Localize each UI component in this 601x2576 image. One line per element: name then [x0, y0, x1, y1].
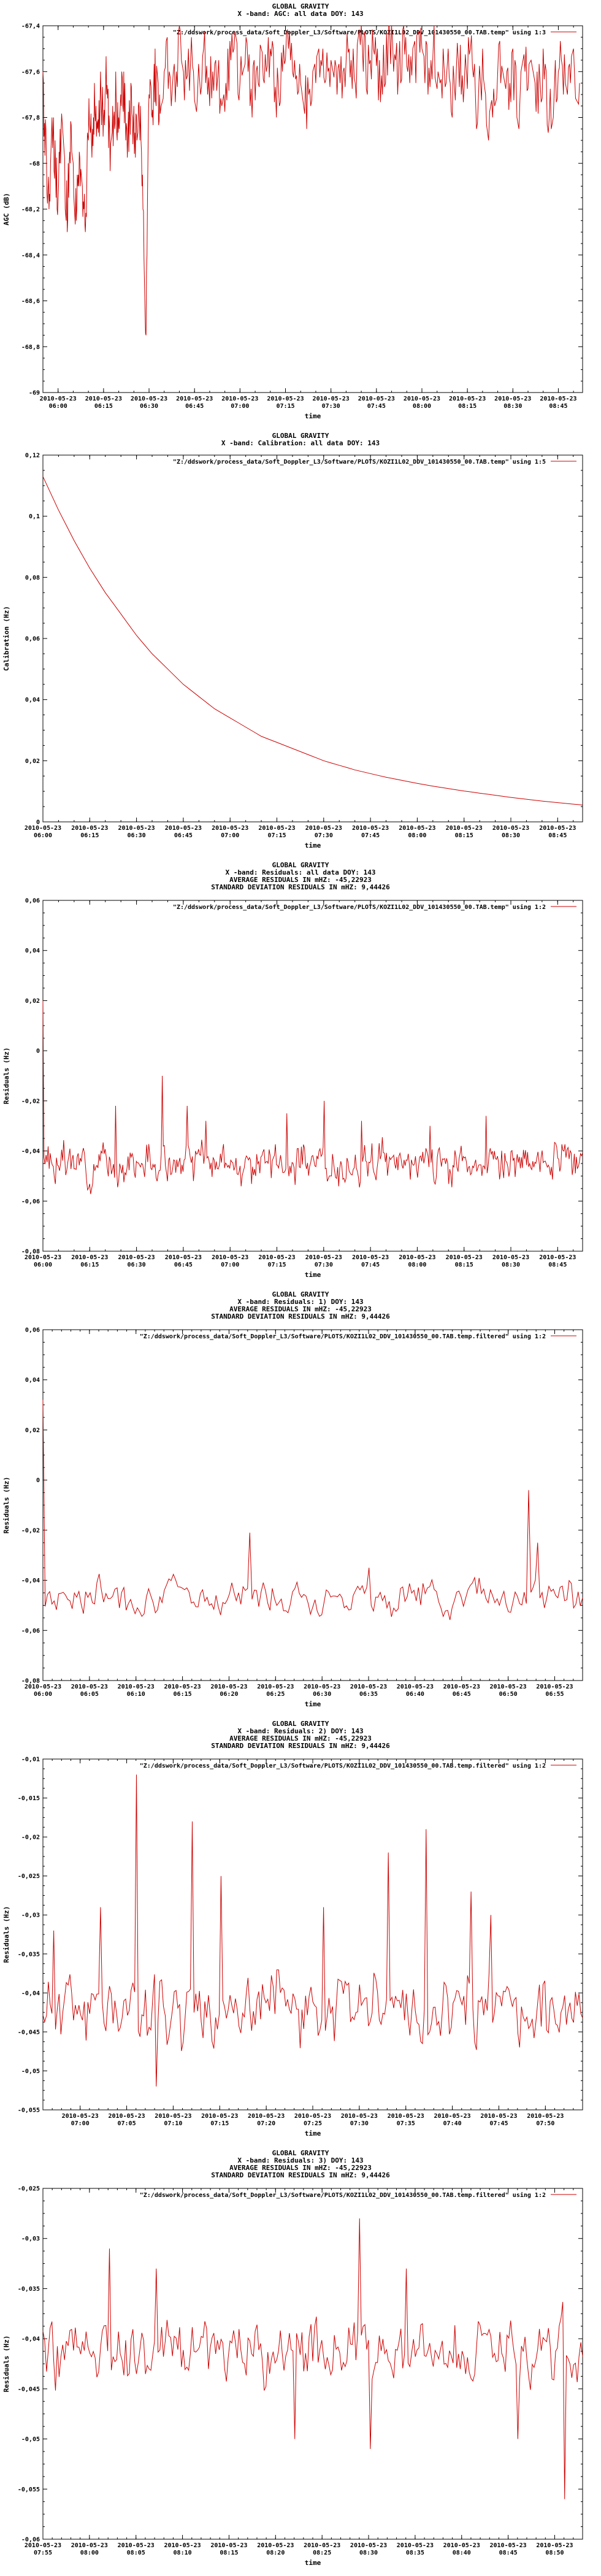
x-tick-time: 07:15	[267, 832, 286, 839]
chart-title-line: AVERAGE RESIDUALS IN mHZ: -45,22923	[229, 1735, 372, 1742]
y-tick-label: 0,06	[25, 897, 40, 905]
x-tick-date: 2010-05-23	[539, 825, 576, 832]
x-tick-time: 06:00	[33, 1691, 53, 1698]
y-tick-label: -0,045	[17, 2029, 40, 2036]
x-tick-time: 07:55	[33, 2550, 53, 2556]
x-axis-label: time	[304, 841, 321, 849]
series-line	[43, 26, 580, 335]
plot-frame	[43, 900, 583, 1251]
series-line	[43, 1400, 583, 1620]
x-tick-time: 08:30	[501, 1262, 521, 1268]
x-tick-date: 2010-05-23	[434, 2113, 471, 2120]
x-tick-date: 2010-05-23	[118, 1254, 155, 1261]
x-tick-date: 2010-05-23	[212, 1254, 249, 1261]
y-tick-label: -68,8	[21, 343, 40, 351]
x-tick-date: 2010-05-23	[212, 825, 249, 832]
y-tick-label: 0,12	[25, 452, 40, 459]
x-tick-date: 2010-05-23	[492, 825, 530, 832]
x-tick-date: 2010-05-23	[350, 2542, 388, 2549]
x-tick-time: 06:40	[405, 1691, 424, 1698]
x-tick-time: 07:15	[210, 2120, 229, 2127]
x-tick-date: 2010-05-23	[445, 825, 483, 832]
chart-title-line: STANDARD DEVIATION RESIDUALS IN mHZ: 9,44426	[211, 1313, 390, 1321]
x-tick-date: 2010-05-23	[164, 1684, 201, 1690]
plot-frame	[43, 1330, 583, 1681]
x-tick-date: 2010-05-23	[258, 1254, 296, 1261]
y-axis-label: Residuals (Hz)	[2, 1906, 10, 1963]
x-tick-time: 06:45	[185, 403, 204, 410]
x-tick-date: 2010-05-23	[210, 2542, 248, 2549]
chart-3	[2, 861, 583, 1279]
x-tick-time: 08:05	[126, 2550, 145, 2556]
x-tick-date: 2010-05-23	[539, 1254, 576, 1261]
y-tick-label: -0,04	[21, 1148, 40, 1156]
y-tick-label: -0,05	[21, 2436, 40, 2444]
x-tick-time: 07:30	[314, 832, 333, 839]
chart-title-line: X -band: Calibration: all data DOY: 143	[221, 439, 380, 447]
y-tick-label: 0	[36, 1048, 40, 1055]
x-tick-time: 07:20	[257, 2120, 276, 2127]
y-tick-label: -0,045	[17, 2386, 40, 2393]
x-tick-date: 2010-05-23	[117, 2542, 155, 2549]
series-line	[43, 1774, 583, 2087]
x-tick-time: 06:15	[80, 1262, 99, 1268]
chart-title-line: GLOBAL GRAVITY	[272, 2, 329, 10]
x-tick-time: 07:30	[321, 403, 340, 410]
legend-label: "Z:/ddswork/process_data/Soft_Doppler_L3/Software/PLOTS/KOZI1L02_DDV_101430550_00.TAB.temp.filtered" using 1:2	[139, 2192, 546, 2199]
x-tick-time: 06:50	[499, 1691, 518, 1698]
chart-title-line: GLOBAL GRAVITY	[272, 861, 329, 869]
chart-5	[2, 1720, 583, 2137]
y-tick-label: -0,04	[21, 1990, 40, 1997]
chart-title-line: GLOBAL GRAVITY	[272, 1290, 329, 1298]
y-axis-label: Calibration (Hz)	[2, 606, 10, 671]
y-tick-label: -0,055	[17, 2486, 40, 2493]
chart-title-line: X -band: Residuals: 3) DOY: 143	[237, 2156, 364, 2164]
y-tick-label: 0,08	[25, 574, 40, 581]
x-tick-time: 07:35	[396, 2120, 415, 2127]
x-tick-date: 2010-05-23	[164, 825, 202, 832]
y-tick-label: -0,04	[21, 2336, 40, 2343]
y-axis-label: Residuals (Hz)	[2, 1476, 10, 1534]
y-tick-label: -0,02	[21, 1834, 40, 1841]
x-tick-time: 07:00	[71, 2120, 90, 2127]
y-tick-label: -0,03	[21, 2236, 40, 2243]
x-tick-date: 2010-05-23	[257, 1684, 294, 1690]
chart-4	[2, 1290, 583, 1708]
y-tick-label: 0	[36, 1477, 40, 1484]
y-tick-label: -0,055	[17, 2107, 40, 2114]
x-tick-date: 2010-05-23	[117, 1684, 155, 1690]
y-tick-label: 0,1	[28, 513, 40, 521]
x-tick-time: 08:00	[408, 1262, 427, 1268]
y-tick-label: -69	[28, 389, 40, 397]
x-tick-date: 2010-05-23	[201, 2113, 239, 2120]
x-tick-time: 07:30	[350, 2120, 369, 2127]
x-tick-date: 2010-05-23	[527, 2113, 564, 2120]
x-axis-label: time	[304, 1271, 321, 1279]
x-tick-date: 2010-05-23	[71, 825, 109, 832]
y-tick-label: -0,02	[21, 1527, 40, 1535]
x-tick-time: 08:15	[220, 2550, 239, 2556]
x-tick-date: 2010-05-23	[304, 1684, 341, 1690]
y-tick-label: 0,02	[25, 1427, 40, 1434]
x-tick-date: 2010-05-23	[294, 2113, 332, 2120]
legend-label: "Z:/ddswork/process_data/Soft_Doppler_L3/Software/PLOTS/KOZI1L02_DDV_101430550_00.TAB.temp" using 1:5	[172, 459, 546, 466]
plot-frame	[43, 2188, 583, 2539]
chart-title-line: X -band: Residuals: all data DOY: 143	[225, 868, 376, 876]
chart-title-line: STANDARD DEVIATION RESIDUALS IN mHZ: 9,44426	[211, 883, 390, 891]
x-tick-time: 08:25	[313, 2550, 332, 2556]
x-tick-date: 2010-05-23	[130, 396, 168, 402]
y-tick-label: -68	[28, 160, 40, 167]
y-tick-label: -0,025	[17, 2185, 40, 2193]
x-tick-time: 07:25	[303, 2120, 323, 2127]
x-tick-date: 2010-05-23	[108, 2113, 145, 2120]
x-tick-time: 08:30	[501, 832, 521, 839]
x-tick-time: 08:00	[408, 832, 427, 839]
x-tick-time: 06:30	[127, 1262, 146, 1268]
x-tick-date: 2010-05-23	[248, 2113, 285, 2120]
x-tick-date: 2010-05-23	[403, 396, 441, 402]
chart-title-line: GLOBAL GRAVITY	[272, 432, 329, 440]
x-tick-time: 08:45	[499, 2550, 518, 2556]
x-tick-date: 2010-05-23	[350, 1684, 388, 1690]
y-tick-label: -0,06	[21, 1627, 40, 1635]
x-tick-date: 2010-05-23	[24, 1254, 62, 1261]
x-tick-time: 08:30	[359, 2550, 378, 2556]
x-tick-time: 08:15	[454, 832, 473, 839]
x-axis-label: time	[304, 1700, 321, 1708]
x-tick-time: 07:40	[443, 2120, 462, 2127]
x-tick-time: 07:15	[276, 403, 295, 410]
chart-6	[2, 2149, 583, 2567]
y-tick-label: 0,06	[25, 1327, 40, 1334]
x-tick-date: 2010-05-23	[24, 2542, 62, 2549]
chart-title-line: X -band: AGC: all data DOY: 143	[237, 10, 364, 18]
x-tick-time: 08:15	[458, 403, 477, 410]
x-tick-date: 2010-05-23	[489, 2542, 527, 2549]
x-tick-date: 2010-05-23	[39, 396, 77, 402]
y-tick-label: -67,4	[21, 23, 40, 30]
x-tick-time: 06:35	[359, 1691, 378, 1698]
x-tick-time: 08:40	[452, 2550, 471, 2556]
x-tick-time: 07:45	[489, 2120, 508, 2127]
y-axis-label: AGC (dB)	[2, 193, 10, 226]
x-tick-time: 08:45	[548, 832, 567, 839]
plot-frame	[43, 455, 583, 822]
x-tick-time: 06:15	[80, 832, 99, 839]
legend-label: "Z:/ddswork/process_data/Soft_Doppler_L3/Software/PLOTS/KOZI1L02_DDV_101430550_00.TAB.temp" using 1:3	[172, 29, 546, 36]
y-tick-label: -0,035	[17, 1951, 40, 1958]
x-tick-time: 07:45	[367, 403, 386, 410]
chart-title-line: STANDARD DEVIATION RESIDUALS IN mHZ: 9,44426	[211, 1742, 390, 1750]
chart-1	[2, 2, 583, 420]
series-line	[43, 1000, 583, 1194]
x-tick-date: 2010-05-23	[210, 1684, 248, 1690]
x-tick-time: 06:15	[94, 403, 113, 410]
y-tick-label: 0,06	[25, 635, 40, 643]
x-tick-date: 2010-05-23	[399, 1254, 436, 1261]
x-tick-date: 2010-05-23	[445, 1254, 483, 1261]
y-axis-label: Residuals (Hz)	[2, 2335, 10, 2393]
x-tick-date: 2010-05-23	[351, 1254, 389, 1261]
x-tick-date: 2010-05-23	[221, 396, 259, 402]
x-axis-label: time	[304, 412, 321, 420]
legend-label: "Z:/ddswork/process_data/Soft_Doppler_L3/Software/PLOTS/KOZI1L02_DDV_101430550_00.TAB.temp.filtered" using 1:2	[139, 1763, 546, 1769]
plot-frame	[43, 1759, 583, 2110]
x-tick-date: 2010-05-23	[387, 2113, 424, 2120]
x-tick-time: 08:45	[548, 1262, 567, 1268]
x-tick-time: 07:05	[117, 2120, 136, 2127]
x-tick-date: 2010-05-23	[536, 2542, 573, 2549]
x-tick-date: 2010-05-23	[164, 1254, 202, 1261]
x-tick-time: 08:15	[454, 1262, 473, 1268]
x-tick-time: 07:00	[221, 1262, 240, 1268]
x-tick-date: 2010-05-23	[399, 825, 436, 832]
x-tick-date: 2010-05-23	[443, 2542, 480, 2549]
x-tick-date: 2010-05-23	[164, 2542, 201, 2549]
x-tick-time: 08:20	[266, 2550, 285, 2556]
y-tick-label: -0,06	[21, 1198, 40, 1205]
y-tick-label: -0,06	[21, 2536, 40, 2543]
x-tick-date: 2010-05-23	[305, 1254, 342, 1261]
y-tick-label: 0,04	[25, 697, 40, 704]
x-tick-date: 2010-05-23	[85, 396, 122, 402]
x-tick-time: 06:00	[48, 403, 67, 410]
x-tick-time: 08:10	[173, 2550, 192, 2556]
x-tick-date: 2010-05-23	[267, 396, 304, 402]
y-tick-label: -0,025	[17, 1873, 40, 1880]
x-tick-time: 07:15	[267, 1262, 286, 1268]
x-tick-date: 2010-05-23	[536, 1684, 573, 1690]
x-tick-time: 07:45	[361, 1262, 380, 1268]
series-line	[43, 477, 583, 805]
chart-title-line: X -band: Residuals: 1) DOY: 143	[237, 1298, 364, 1306]
y-tick-label: 0,04	[25, 948, 40, 955]
x-tick-time: 06:55	[545, 1691, 564, 1698]
y-tick-label: -68,4	[21, 252, 40, 259]
y-tick-label: -67,6	[21, 69, 40, 76]
x-tick-time: 06:45	[452, 1691, 471, 1698]
x-tick-date: 2010-05-23	[494, 396, 532, 402]
x-tick-date: 2010-05-23	[71, 2542, 108, 2549]
x-tick-time: 06:30	[127, 832, 146, 839]
y-tick-label: -0,015	[17, 1795, 40, 1803]
x-tick-time: 06:10	[126, 1691, 145, 1698]
x-tick-time: 06:15	[173, 1691, 192, 1698]
x-tick-date: 2010-05-23	[118, 825, 155, 832]
x-tick-date: 2010-05-23	[480, 2113, 518, 2120]
x-tick-time: 06:05	[80, 1691, 99, 1698]
x-tick-date: 2010-05-23	[340, 2113, 378, 2120]
y-tick-label: -0,08	[21, 1677, 40, 1685]
y-tick-label: 0,02	[25, 997, 40, 1005]
x-tick-date: 2010-05-23	[71, 1254, 109, 1261]
x-tick-time: 08:30	[503, 403, 523, 410]
x-tick-date: 2010-05-23	[305, 825, 342, 832]
x-tick-date: 2010-05-23	[540, 396, 577, 402]
x-tick-time: 08:35	[405, 2550, 424, 2556]
legend-label: "Z:/ddswork/process_data/Soft_Doppler_L3/Software/PLOTS/KOZI1L02_DDV_101430550_00.TAB.temp" using 1:2	[172, 904, 546, 911]
x-tick-time: 06:45	[174, 832, 193, 839]
y-axis-label: Residuals (Hz)	[2, 1047, 10, 1105]
x-tick-date: 2010-05-23	[396, 2542, 434, 2549]
chart-2	[2, 432, 583, 849]
y-tick-label: 0	[36, 819, 40, 826]
x-tick-time: 07:00	[231, 403, 250, 410]
x-tick-time: 07:50	[536, 2120, 555, 2127]
x-tick-time: 06:20	[220, 1691, 239, 1698]
x-tick-date: 2010-05-23	[24, 1684, 62, 1690]
x-tick-date: 2010-05-23	[257, 2542, 294, 2549]
x-tick-date: 2010-05-23	[358, 396, 395, 402]
x-tick-time: 06:00	[33, 832, 53, 839]
x-tick-date: 2010-05-23	[312, 396, 350, 402]
y-tick-label: -68,6	[21, 298, 40, 305]
y-tick-label: 0,02	[25, 757, 40, 765]
x-tick-date: 2010-05-23	[351, 825, 389, 832]
x-tick-time: 06:30	[139, 403, 159, 410]
chart-title-line: GLOBAL GRAVITY	[272, 1720, 329, 1728]
x-tick-date: 2010-05-23	[24, 825, 62, 832]
series-line	[43, 2218, 583, 2499]
x-tick-time: 07:45	[361, 832, 380, 839]
x-tick-time: 08:00	[80, 2550, 99, 2556]
x-tick-date: 2010-05-23	[155, 2113, 192, 2120]
chart-title-line: AVERAGE RESIDUALS IN mHZ: -45,22923	[229, 876, 372, 884]
x-tick-time: 06:00	[33, 1262, 53, 1268]
x-tick-date: 2010-05-23	[449, 396, 486, 402]
y-tick-label: -0,01	[21, 1756, 40, 1763]
x-tick-date: 2010-05-23	[258, 825, 296, 832]
y-tick-label: -0,05	[21, 2068, 40, 2075]
x-tick-date: 2010-05-23	[61, 2113, 99, 2120]
x-tick-time: 06:25	[266, 1691, 285, 1698]
y-tick-label: -0,08	[21, 1248, 40, 1255]
legend-label: "Z:/ddswork/process_data/Soft_Doppler_L3/Software/PLOTS/KOZI1L02_DDV_101430550_00.TAB.temp.filtered" using 1:2	[139, 1333, 546, 1340]
x-tick-time: 07:10	[164, 2120, 183, 2127]
x-tick-date: 2010-05-23	[443, 1684, 480, 1690]
x-tick-date: 2010-05-23	[396, 1684, 434, 1690]
y-tick-label: -0,035	[17, 2285, 40, 2293]
x-tick-time: 08:00	[412, 403, 432, 410]
x-tick-date: 2010-05-23	[492, 1254, 530, 1261]
x-tick-date: 2010-05-23	[489, 1684, 527, 1690]
y-tick-label: -68,2	[21, 206, 40, 213]
y-tick-label: -0,04	[21, 1577, 40, 1585]
x-tick-time: 06:45	[174, 1262, 193, 1268]
chart-title-line: AVERAGE RESIDUALS IN mHZ: -45,22923	[229, 2164, 372, 2172]
x-tick-time: 07:00	[221, 832, 240, 839]
x-tick-time: 08:45	[549, 403, 568, 410]
x-tick-date: 2010-05-23	[71, 1684, 108, 1690]
chart-title-line: X -band: Residuals: 2) DOY: 143	[237, 1727, 364, 1735]
y-tick-label: 0,04	[25, 1377, 40, 1384]
chart-title-line: STANDARD DEVIATION RESIDUALS IN mHZ: 9,44426	[211, 2171, 390, 2179]
x-tick-time: 07:30	[314, 1262, 333, 1268]
x-tick-time: 08:50	[545, 2550, 564, 2556]
y-tick-label: -67,8	[21, 115, 40, 121]
x-tick-time: 06:30	[313, 1691, 332, 1698]
y-tick-label: -0,02	[21, 1098, 40, 1105]
x-tick-date: 2010-05-23	[176, 396, 213, 402]
chart-title-line: AVERAGE RESIDUALS IN mHZ: -45,22923	[229, 1305, 372, 1313]
x-axis-label: time	[304, 2129, 321, 2137]
x-tick-date: 2010-05-23	[304, 2542, 341, 2549]
x-axis-label: time	[304, 2559, 321, 2567]
y-tick-label: -0,03	[21, 1912, 40, 1919]
chart-title-line: GLOBAL GRAVITY	[272, 2149, 329, 2157]
